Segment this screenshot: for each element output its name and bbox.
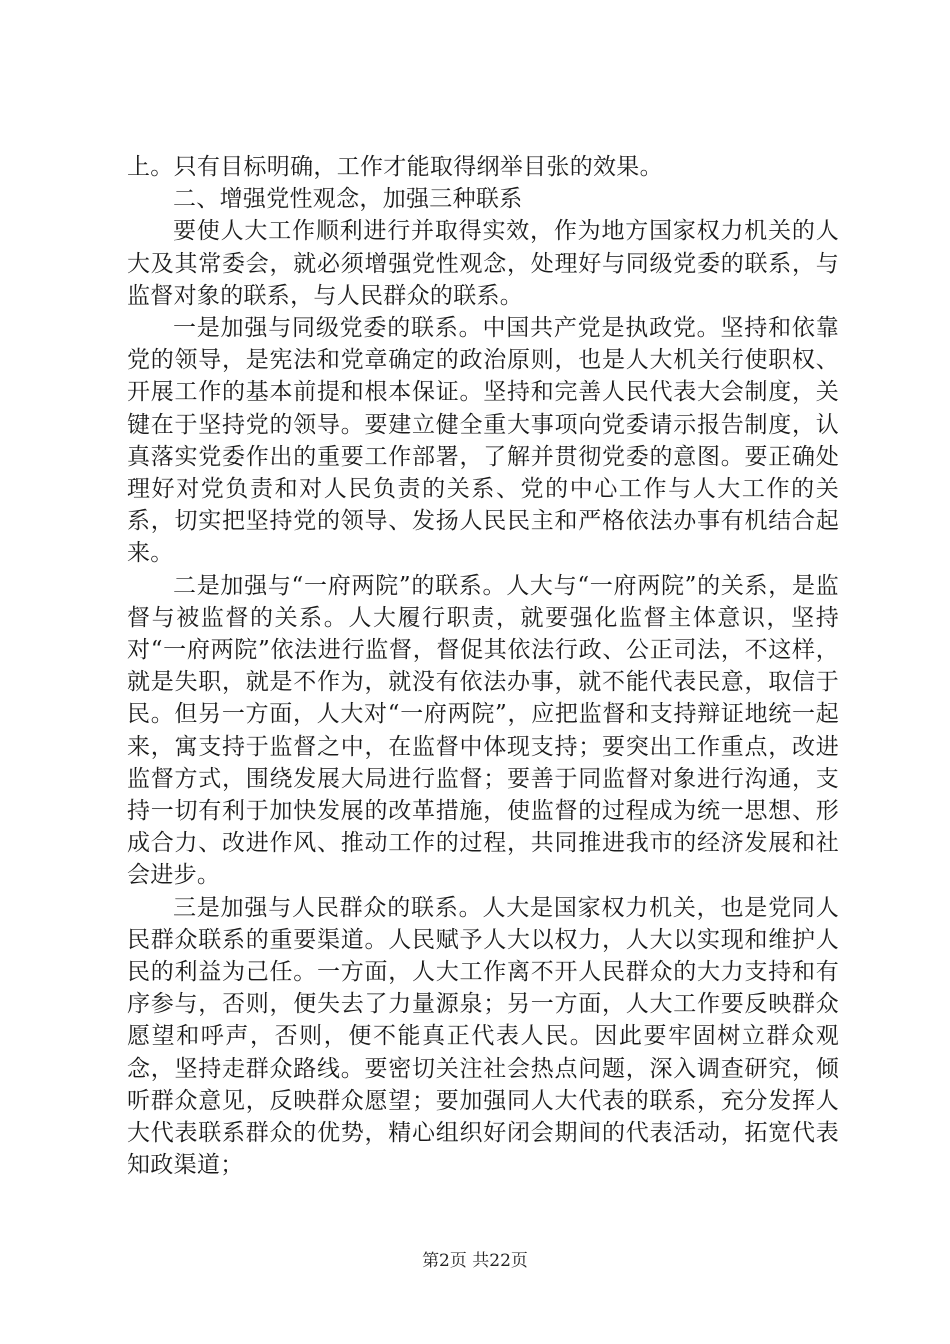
section-heading: 二、增强党性观念，加强三种联系 (173, 186, 523, 213)
paragraph-party-committee: 一是加强与同级党委的联系。中国共产党是执政党。坚持和依靠党的领导，是宪法和党章确定的政治原则，也是人大机关行使职权、开展工作的基本前提和根本保证。坚持和完善人民代表大会制度，关键在于坚持党的领导。要建立健全重大事项向党委请示报告制度，认真落实党委作出的重要工作部署，了解并贯彻党委的意图。要正确处理好对党负责和对人民负责的关系、党的中心工作与人大工作的关系，切实把坚持党的领导、发扬人民民主和严格依法办事有机结合起来。 (127, 315, 839, 567)
paragraph-intro: 要使人大工作顺利进行并取得实效，作为地方国家权力机关的人大及其常委会，就必须增强党性观念，处理好与同级党委的联系，与监督对象的联系，与人民群众的联系。 (127, 218, 839, 309)
paragraph-people: 三是加强与人民群众的联系。人大是国家权力机关，也是党同人民群众联系的重要渠道。人民赋予人大以权力，人大以实现和维护人民的利益为己任。一方面，人大工作离不开人民群众的大力支持和有序参与，否则，便失去了力量源泉；另一方面，人大工作要反映群众愿望和呼声，否则，便不能真正代表人民。因此要牢固树立群众观念，坚持走群众路线。要密切关注社会热点问题，深入调查研究，倾听群众意见，反映群众愿望；要加强同人大代表的联系，充分发挥人大代表联系群众的优势，精心组织好闭会期间的代表活动，拓宽代表知政渠道； (127, 894, 839, 1179)
paragraph-government-courts: 二是加强与“一府两院”的联系。人大与“一府两院”的关系，是监督与被监督的关系。人大履行职责，就要强化监督主体意识，坚持对“一府两院”依法进行监督，督促其依法行政、公正司法，不这样，就是失职，就是不作为，就没有依法办事，就不能代表民意，取信于民。但另一方面，人大对“一府两院”，应把监督和支持辩证地统一起来，寓支持于监督之中，在监督中体现支持；要突出工作重点，改进监督方式，围绕发展大局进行监督；要善于同监督对象进行沟通，支持一切有利于加快发展的改革措施，使监督的过程成为统一思想、形成合力、改进作风、推动工作的过程，共同推进我市的经济发展和社会进步。 (127, 572, 839, 889)
page-number-footer: 第2页 共22页 (422, 1251, 528, 1271)
paragraph-continuation: 上。只有目标明确，工作才能取得纲举目张的效果。 (127, 154, 663, 180)
document-body (127, 151, 839, 1182)
